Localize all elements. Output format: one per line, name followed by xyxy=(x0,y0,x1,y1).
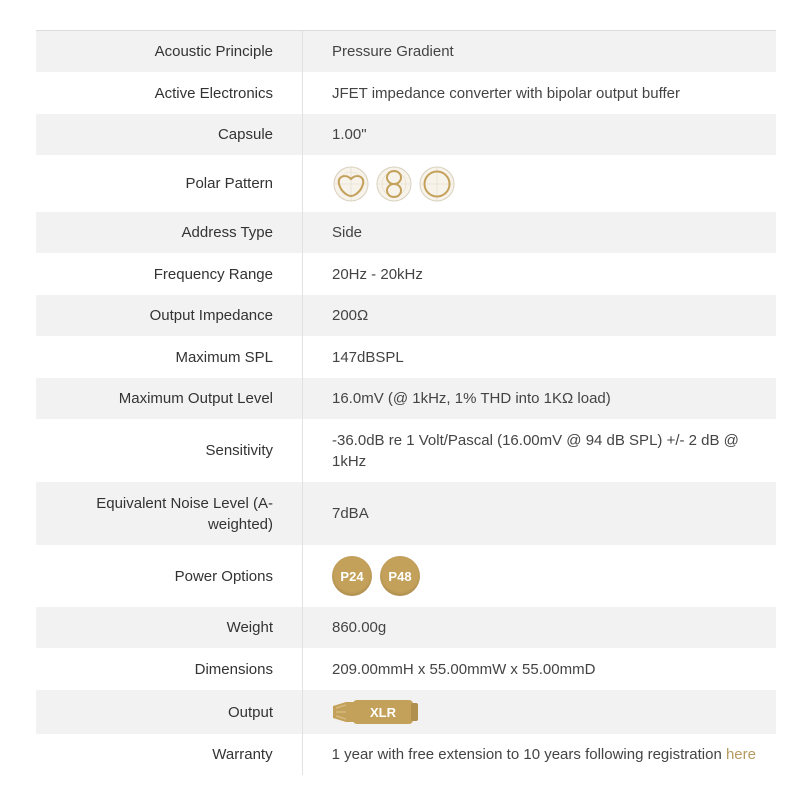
spec-row-output xyxy=(36,690,776,734)
spec-value: Pressure Gradient xyxy=(332,43,454,60)
spec-label: Warranty xyxy=(36,734,303,775)
spec-row-maximum-spl xyxy=(36,336,776,378)
spec-label: Power Options xyxy=(36,545,303,607)
spec-label: Weight xyxy=(36,607,303,648)
warranty-registration-link[interactable]: here xyxy=(725,746,756,763)
cardioid-pattern-icon xyxy=(332,165,370,203)
spec-value xyxy=(303,556,776,596)
spec-label: Output Impedance xyxy=(36,295,303,336)
spec-value: 860.00g xyxy=(332,619,387,636)
spec-label: Output xyxy=(36,690,303,734)
spec-row-frequency-range xyxy=(36,253,776,295)
spec-row-acoustic-principle xyxy=(36,31,776,72)
spec-value: 16.0mV (@ 1kHz, 1% THD into 1KΩ load) xyxy=(332,390,611,407)
spec-row-dimensions xyxy=(36,648,776,690)
spec-label: Frequency Range xyxy=(36,253,303,295)
spec-label: Active Electronics xyxy=(36,72,303,114)
spec-value: 147dBSPL xyxy=(332,348,404,366)
spec-row-active-electronics xyxy=(36,72,776,114)
spec-value: 1.00" xyxy=(332,126,367,143)
spec-label: Dimensions xyxy=(36,648,303,690)
spec-value xyxy=(303,699,776,725)
spec-label: Polar Pattern xyxy=(36,155,303,212)
spec-row-maximum-output-level xyxy=(36,378,776,419)
spec-value: Side xyxy=(332,224,363,241)
xlr-connector-icon xyxy=(332,699,420,725)
power-options xyxy=(332,556,420,596)
spec-value: 7dBA xyxy=(332,505,369,522)
spec-row-polar-pattern xyxy=(36,155,776,212)
polar-pattern-icons xyxy=(332,165,456,203)
xlr-connector-label: XLR xyxy=(370,705,396,720)
spec-value xyxy=(303,744,776,765)
spec-label: Maximum Output Level xyxy=(36,378,303,419)
spec-table xyxy=(36,30,776,775)
spec-label: Acoustic Principle xyxy=(36,31,303,72)
spec-label: Address Type xyxy=(36,212,303,253)
spec-row-output-impedance xyxy=(36,295,776,336)
spec-row-warranty xyxy=(36,734,776,775)
spec-value: 200Ω xyxy=(332,307,369,324)
spec-row-power-options xyxy=(36,545,776,607)
spec-label: Capsule xyxy=(36,114,303,155)
spec-label: Equivalent Noise Level (A-weighted) xyxy=(36,482,303,545)
spec-value: 20Hz - 20kHz xyxy=(332,265,423,283)
spec-row-sensitivity xyxy=(36,419,776,482)
spec-value: JFET impedance converter with bipolar output buffer xyxy=(332,84,680,102)
spec-row-weight xyxy=(36,607,776,648)
p48-power-badge: P48 xyxy=(380,556,420,596)
spec-label: Sensitivity xyxy=(36,419,303,482)
spec-value: -36.0dB re 1 Volt/Pascal (16.00mV @ 94 dB SPL) +/- 2 dB @ 1kHz xyxy=(332,431,739,470)
p24-power-badge: P24 xyxy=(332,556,372,596)
omnidirectional-pattern-icon xyxy=(418,165,456,203)
spec-row-capsule xyxy=(36,114,776,155)
spec-value: 209.00mmH x 55.00mmW x 55.00mmD xyxy=(332,660,596,678)
spec-label: Maximum SPL xyxy=(36,336,303,378)
spec-row-address-type xyxy=(36,212,776,253)
warranty-text: 1 year with free extension to 10 years following registration xyxy=(331,746,726,763)
spec-value xyxy=(303,165,776,203)
figure-eight-pattern-icon xyxy=(375,165,413,203)
spec-row-equivalent-noise-level xyxy=(36,482,776,545)
